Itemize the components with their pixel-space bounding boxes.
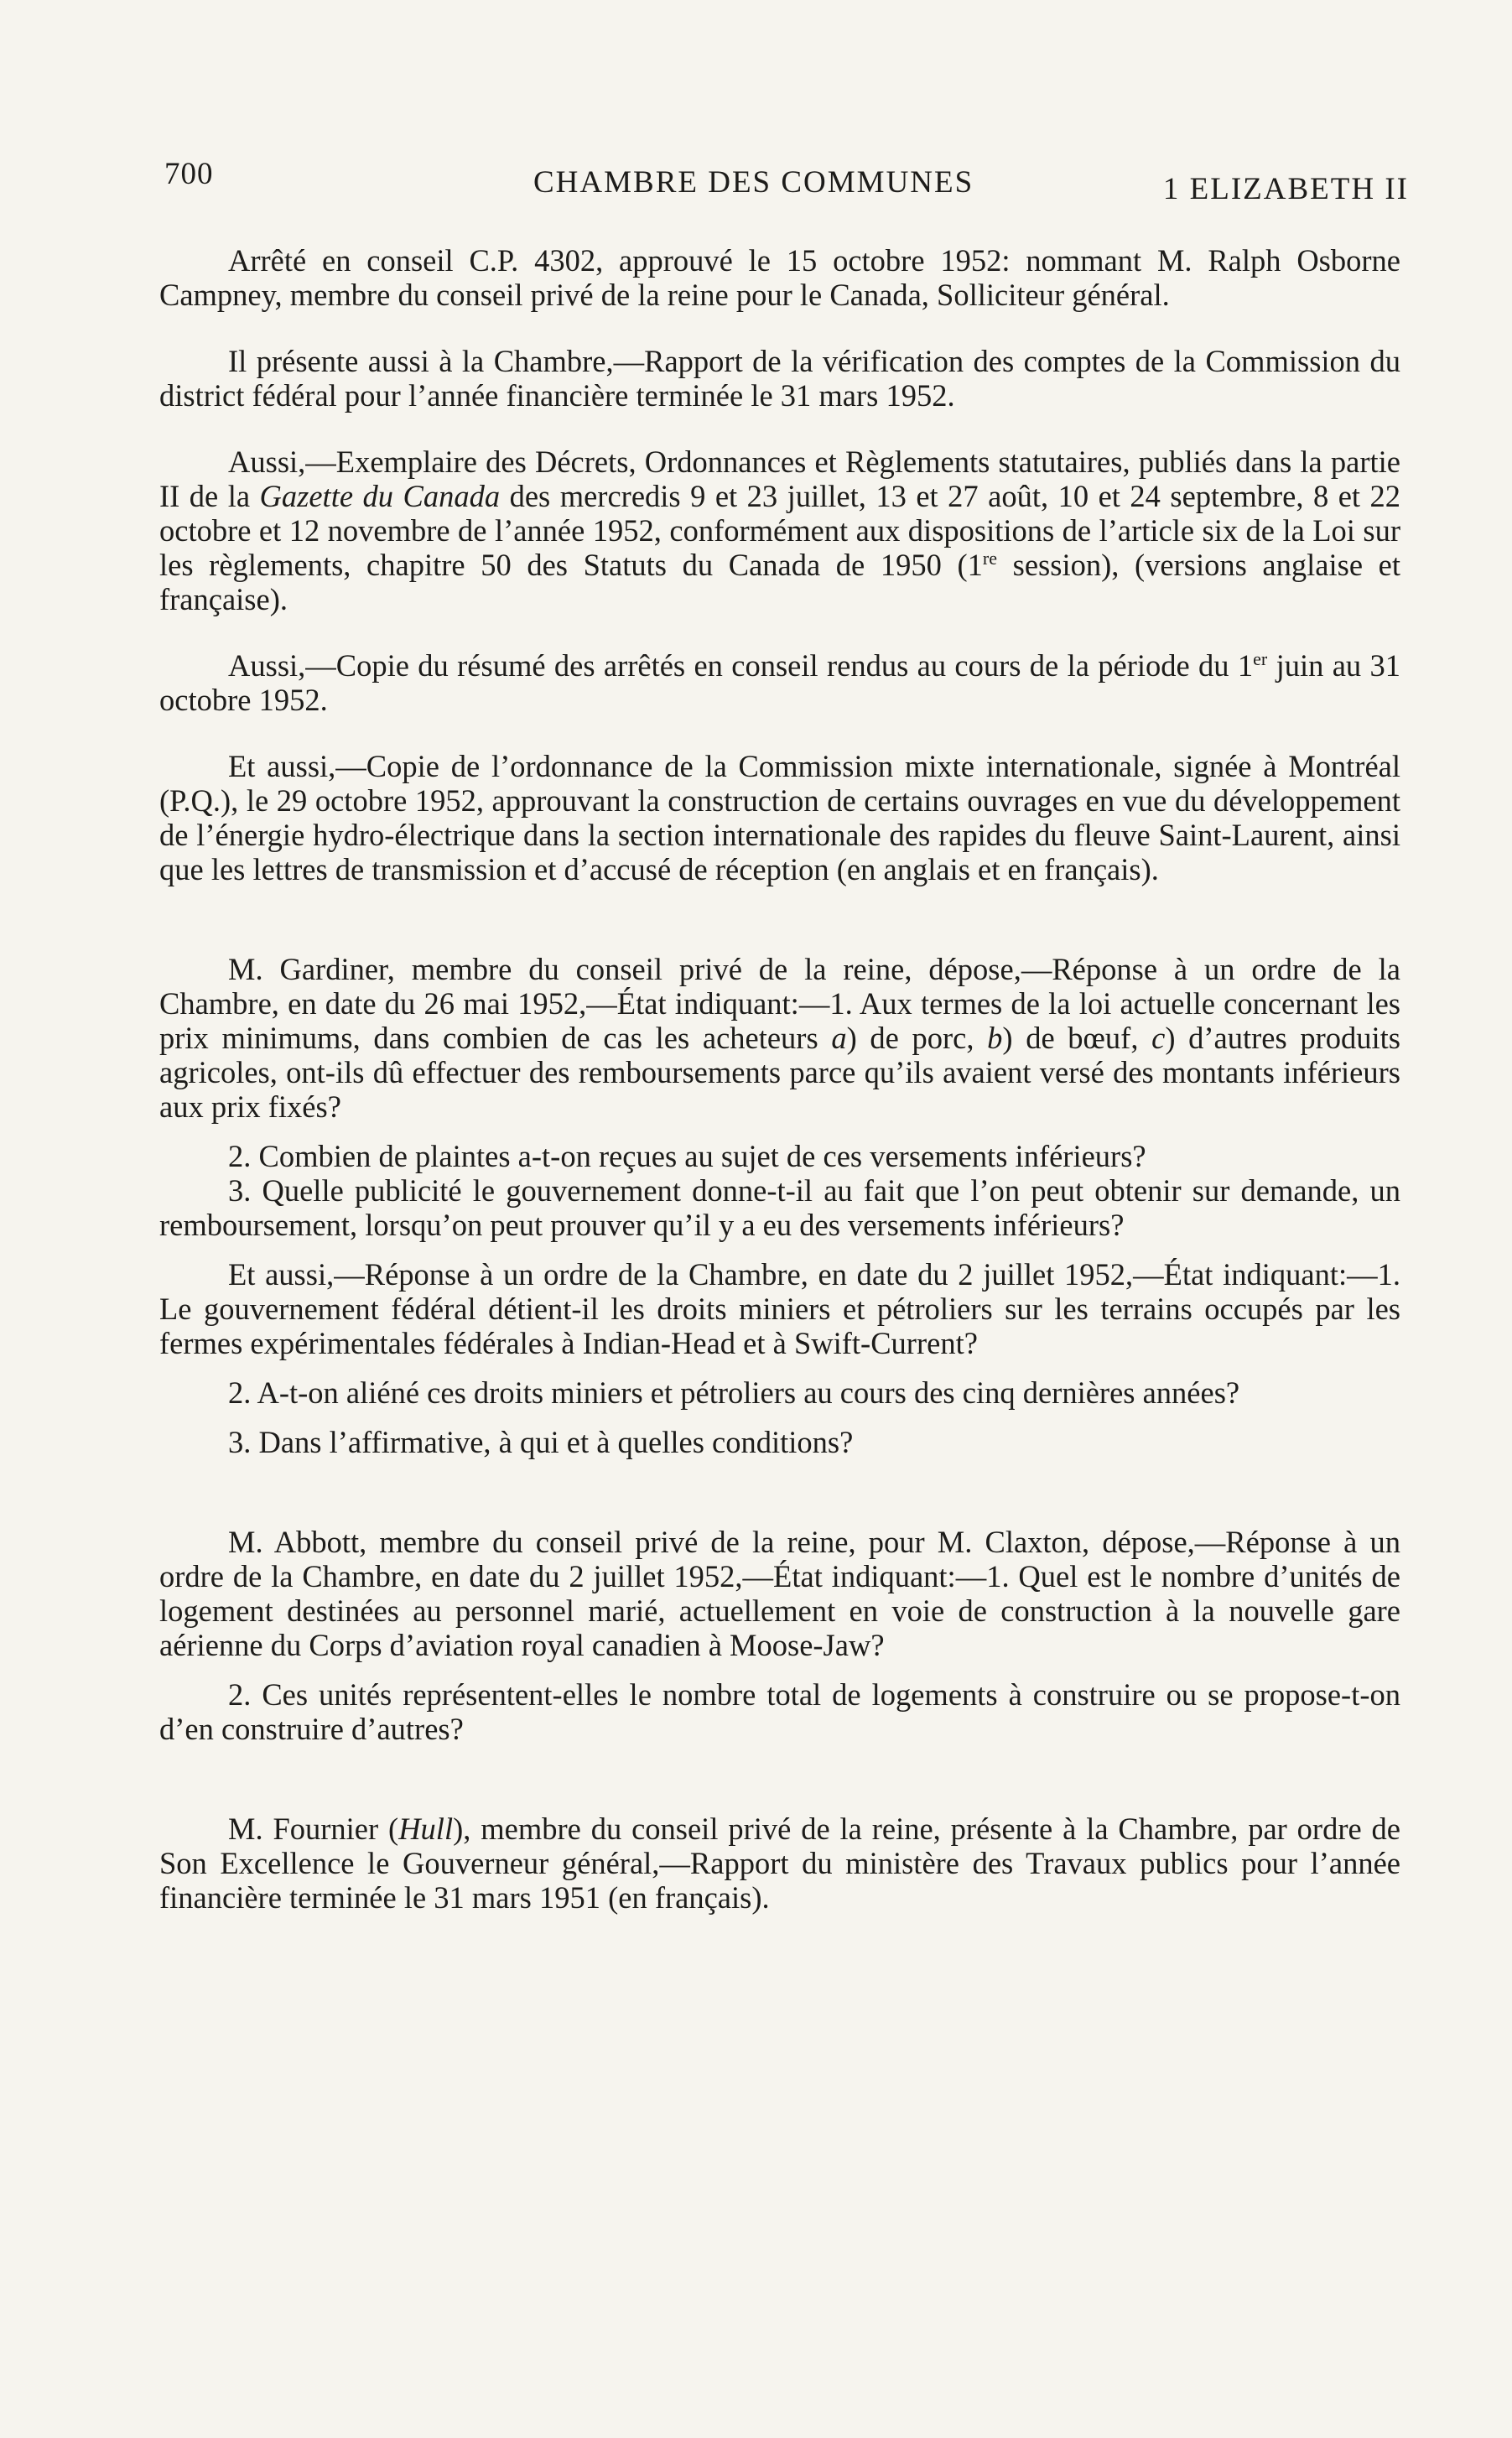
paragraph-abbott-return: M. Abbott, membre du conseil privé de la reine, pour M. Claxton, dépose,—Réponse à un ordre de la Chambre, en date du 2 juillet 1952,—État indiquant:—1. Quel est le nombre d’unités de logement destinées au personnel marié, actuellement en voie de construction à la nouvelle gare aérienne du Corps d’aviation royal canadien à Moose-Jaw? [159,1525,1400,1662]
paragraph-audit-report: Il présente aussi à la Chambre,—Rapport de la vérification des comptes de la Commission du district fédéral pour l’année financière terminée le 31 mars 1952. [159,344,1400,413]
paragraph-question-2: 2. Combien de plaintes a-t-on reçues au sujet de ces versements inférieurs? [228,1139,1146,1173]
paragraph-gardiner-return: M. Gardiner, membre du conseil privé de la reine, dépose,—Réponse à un ordre de la Chambre, en date du 26 mai 1952,—État indiquant:—1. Aux termes de la loi actuelle concernant les prix minimums, dans combien de cas les acheteurs a) de porc, b) de bœuf, c) d’autres produits agricoles, ont-ils dû effectuer des remboursements parce qu’ils avaient versé des montants inférieurs aux prix fixés? [159,952,1400,1124]
paragraph-joint-commission: Et aussi,—Copie de l’ordonnance de la Commission mixte internationale, signée à Montréal (P.Q.), le 29 octobre 1952, approuvant la construction de certains ouvrages en vue du développement de l’énergie hydro-électrique dans la section internationale des rapides du fleuve Saint-Laurent, ainsi que les lettres de transmission et d’accusé de réception (en anglais et en français). [159,749,1400,886]
paragraph-housing-question-2: 2. Ces unités représentent-elles le nombre total de logements à construire ou se propose-t-on d’en construire d’autres? [159,1677,1400,1746]
page-number: 700 [164,157,214,191]
reign-label: 1 ELIZABETH II [1162,172,1409,206]
paragraph-mineral-question-3: 3. Dans l’affirmative, à qui et à quelles conditions? [228,1425,854,1459]
page-body [159,243,1400,1915]
page-header [164,156,1409,206]
paragraph-question-3: 3. Quelle publicité le gouvernement donne-t-il au fait que l’on peut obtenir sur demande, un remboursement, lorsqu’on peut prouver qu’il y a eu des versements inférieurs? [159,1173,1400,1242]
running-title: CHAMBRE DES COMMUNES [533,165,974,200]
paragraph-order-in-council: Arrêté en conseil C.P. 4302, approuvé le 15 octobre 1952: nommant M. Ralph Osborne Campney, membre du conseil privé de la reine pour le Canada, Solliciteur général. [159,243,1400,312]
paragraph-orders-summary: Aussi,—Copie du résumé des arrêtés en conseil rendus au cours de la période du 1er juin au 31 octobre 1952. [159,647,1400,717]
gazette-title: Gazette du Canada [259,479,501,513]
paragraph-statutory-orders: Aussi,—Exemplaire des Décrets, Ordonnances et Règlements statutaires, publiés dans la partie II de la Gazette du Canada des mercredis 9 et 23 juillet, 13 et 27 août, 10 et 24 septembre, 8 et 22 octobre et 12 novembre de l’année 1952, conformément aux dispositions de l’article six de la Loi sur les règlements, chapitre 50 des Statuts du Canada de 1950 (1re session), (versions anglaise et française). [159,444,1401,616]
paragraph-mineral-question-2: 2. A-t-on aliéné ces droits miniers et pétroliers au cours des cinq dernières années? [228,1375,1240,1410]
paragraph-mineral-rights: Et aussi,—Réponse à un ordre de la Chambre, en date du 2 juillet 1952,—État indiquant:—1. Le gouvernement fédéral détient-il les droits miniers et pétroliers sur les terrains occupés par les fermes expérimentales fédérales à Indian-Head et à Swift-Current? [159,1257,1400,1360]
paragraph-fournier-report: M. Fournier (Hull), membre du conseil privé de la reine, présente à la Chambre, par ordre de Son Excellence le Gouverneur général,—Rapport du ministère des Travaux publics pour l’année financière terminée le 31 mars 1951 (en français). [159,1812,1401,1915]
